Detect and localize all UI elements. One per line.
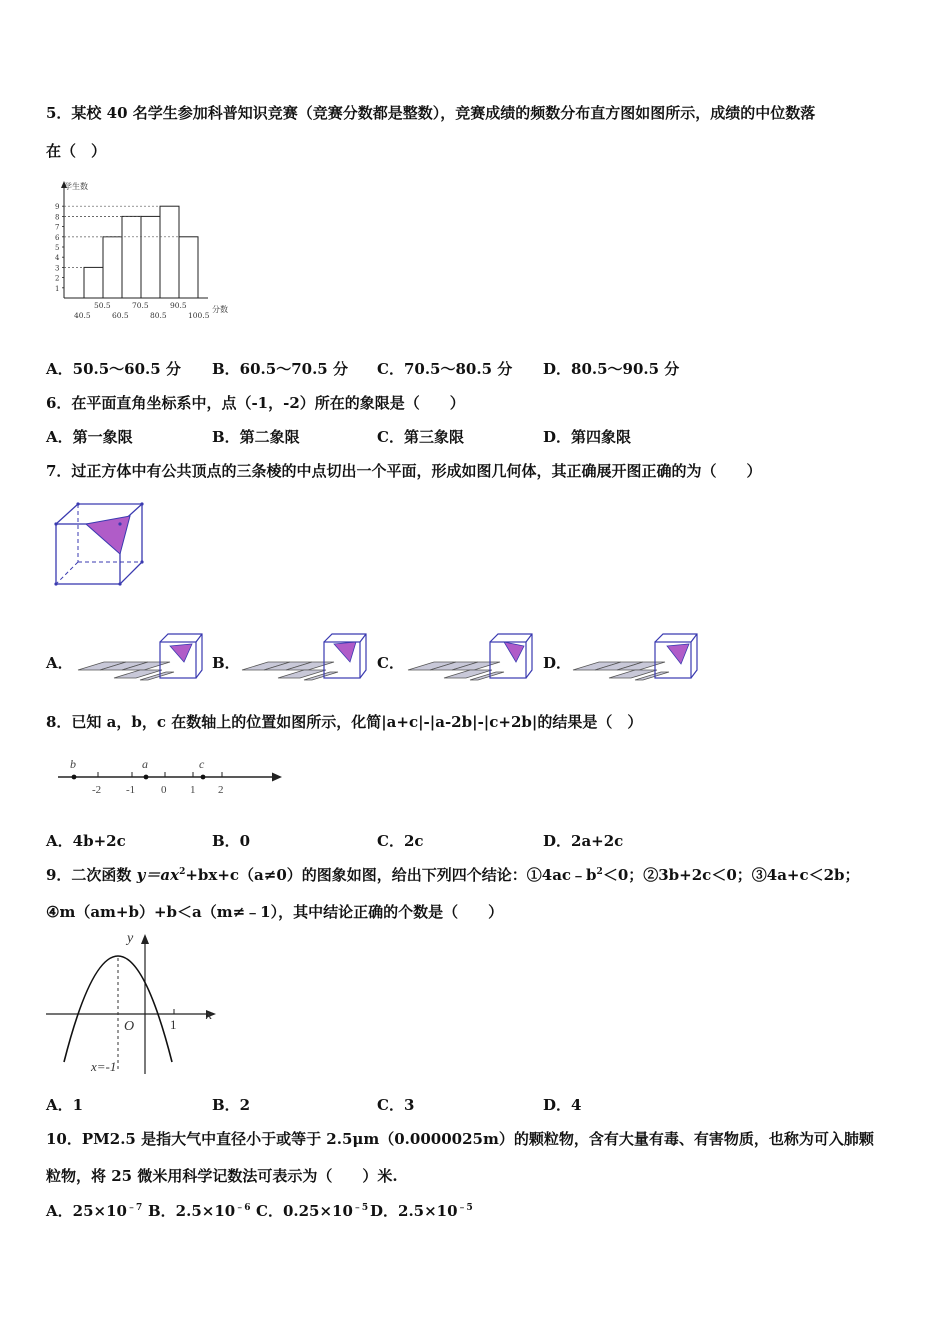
q9-text-line2: ④m（am+b）+b＜a（m≠﹣1），其中结论正确的个数是（ ） (46, 903, 504, 921)
q8-option-c[interactable]: C．2c (377, 832, 424, 850)
tick-2: 2 (218, 784, 224, 796)
number-line-arrow (272, 773, 282, 782)
q7-cut-triangle (86, 516, 130, 554)
q10-option-c[interactable]: C．$0.25\times 10^{﹣5}$ (256, 1202, 369, 1220)
label-a: a (142, 757, 148, 771)
q10-option-b[interactable]: B．$2.5\times 10^{﹣6}$ (148, 1202, 251, 1220)
q10-text-line1: 10．PM2.5 是指大气中直径小于或等于 2.5μm（0.0000025m）的颗粒物，含有大量有毒、有害物质，也称为可入肺颗 (46, 1130, 874, 1148)
q7-net-c[interactable] (404, 632, 534, 690)
hist-bar (179, 237, 198, 298)
q6-option-c[interactable]: C．第三象限 (377, 428, 464, 446)
hist-bar (103, 237, 122, 298)
point-b (72, 775, 77, 780)
q9-option-a[interactable]: A．1 (46, 1096, 84, 1114)
hist-xtick-label: 40.5 (74, 311, 91, 320)
hist-ytick-label: 2 (55, 274, 60, 283)
q7-option-b-label[interactable]: B． (212, 654, 240, 672)
q5-histogram (50, 178, 250, 323)
hist-ytick-label: 5 (55, 244, 60, 252)
hist-ytick-label: 1 (55, 284, 60, 293)
q9-option-d[interactable]: D．4 (543, 1096, 582, 1114)
q7-option-c-label[interactable]: C． (377, 654, 404, 672)
q7-option-a-label[interactable]: A． (46, 654, 73, 672)
q10-option-a[interactable]: A．$25\times 10^{﹣7}$ (46, 1202, 143, 1220)
graph-label-axis: x=-1 (91, 1059, 117, 1074)
q9-parabola-graph (44, 926, 224, 1078)
graph-label-origin: O (124, 1019, 135, 1034)
q7-cube-figure (52, 498, 148, 590)
q5-option-d[interactable]: D．80.5～90.5 分 (543, 360, 680, 378)
graph-label-x: x (206, 1008, 213, 1023)
hist-bar (160, 206, 179, 298)
q7-net-d[interactable] (569, 632, 699, 690)
net-cut-triangle (504, 642, 524, 662)
hist-ytick-label: 9 (55, 203, 60, 212)
q7-net-b[interactable] (238, 632, 368, 690)
graph-label-one: 1 (170, 1017, 177, 1032)
q5-text-line1: 5．某校 40 名学生参加科普知识竞赛（竞赛分数都是整数），竞赛成绩的频数分布直方图如图所示，成绩的中位数落 (46, 104, 816, 122)
hist-ytick-label: 3 (55, 264, 60, 273)
q10-text-line2: 粒物，将 25 微米用科学记数法可表示为（ ）米. (46, 1167, 398, 1185)
hist-xlabel: 分数 (212, 305, 228, 314)
hist-xtick-label: 50.5 (94, 301, 111, 310)
q5-option-b[interactable]: B．60.5～70.5 分 (212, 360, 348, 378)
hist-ytick-label: 7 (55, 223, 60, 232)
q6-option-d[interactable]: D．第四象限 (543, 428, 632, 446)
q8-number-line (52, 756, 287, 798)
hist-ytick-label: 8 (55, 213, 60, 222)
hist-xtick-label: 90.5 (170, 301, 187, 310)
net-cut-triangle (334, 642, 356, 662)
hist-ytick-label: 6 (55, 233, 60, 242)
q7-text: 7．过正方体中有公共顶点的三条棱的中点切出一个平面，形成如图几何体，其正确展开图正确的为（ ） (46, 462, 762, 480)
q9-option-c[interactable]: C．3 (377, 1096, 415, 1114)
tick-minus-1: -1 (126, 784, 136, 796)
q7-net-a[interactable] (74, 632, 204, 690)
q7-option-d-label[interactable]: D． (543, 654, 572, 672)
point-c (201, 775, 206, 780)
q8-text: 8．已知 a，b，c 在数轴上的位置如图所示，化简|a+c|-|a-2b|-|c+2b|的结果是（ ） (46, 713, 643, 731)
q8-option-a[interactable]: A．4b+2c (46, 832, 126, 850)
q5-option-a[interactable]: A．50.5～60.5 分 (46, 360, 181, 378)
graph-label-y: y (127, 931, 134, 946)
q10-option-d[interactable]: D．$2.5\times 10^{﹣5}$ (370, 1202, 473, 1220)
q6-option-b[interactable]: B．第二象限 (212, 428, 300, 446)
tick-0: 0 (161, 784, 167, 796)
q8-option-b[interactable]: B．0 (212, 832, 251, 850)
net-cut-triangle (667, 644, 689, 664)
label-c: c (199, 757, 205, 771)
point-a (144, 775, 149, 780)
hist-ylabel: 学生数 (64, 182, 88, 191)
q6-text: 6．在平面直角坐标系中，点（-1，-2）所在的象限是（ ） (46, 394, 465, 412)
net-cut-triangle (170, 644, 192, 662)
label-b: b (70, 757, 76, 771)
q5-option-c[interactable]: C．70.5～80.5 分 (377, 360, 513, 378)
q8-option-d[interactable]: D．2a+2c (543, 832, 624, 850)
tick-1: 1 (190, 784, 196, 796)
q6-option-a[interactable]: A．第一象限 (46, 428, 133, 446)
hist-ytick-label: 4 (55, 254, 60, 263)
q9-option-b[interactable]: B．2 (212, 1096, 251, 1114)
hist-bar (122, 216, 141, 298)
hist-bar (141, 216, 160, 298)
hist-xtick-label: 70.5 (132, 301, 149, 310)
hist-xtick-label: 80.5 (150, 311, 167, 320)
hist-xtick-label: 100.5 (188, 311, 210, 320)
tick-minus-2: -2 (92, 784, 102, 796)
hist-xtick-label: 60.5 (112, 311, 129, 320)
hist-bar (84, 267, 103, 298)
q5-text-line2: 在（ ） (46, 142, 107, 160)
q9-text-line1: 9．二次函数 $y=ax^2+bx+c(a\ne 0)$的图象如图，给出下列四个结论：$①4ac﹣b^2<0$；②3b+2c＜0；③4a+c＜2b； (46, 866, 860, 884)
